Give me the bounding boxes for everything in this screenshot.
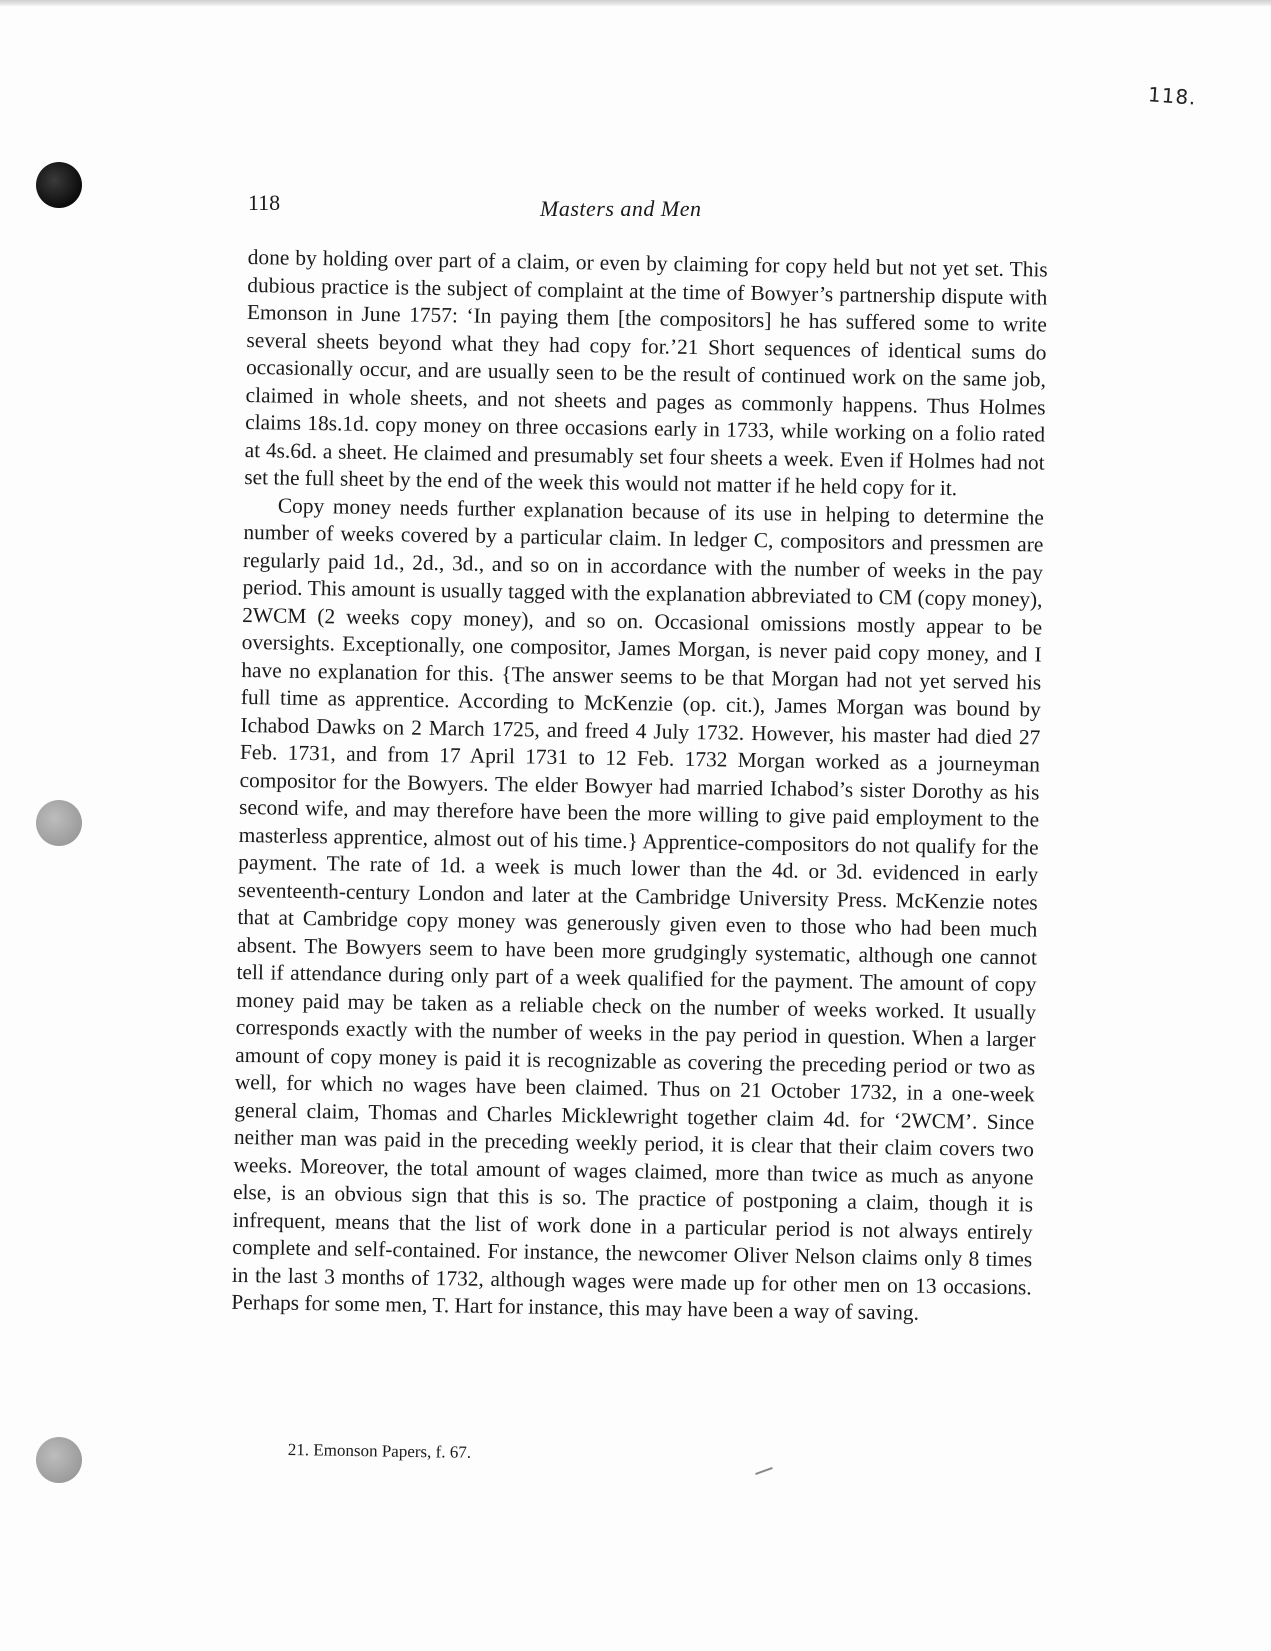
binder-hole-middle [36, 800, 82, 846]
binder-hole-top [36, 162, 82, 208]
paragraph-2: Copy money needs further explanation because of its use in helping to determine the number of weeks covered by a particular claim. In ledger C, compositors and pressmen are regularly paid 1d., 2d., 3d., and so on in accordance with the number of weeks in the pay period. This amount is usually tagged with the explanation abbreviated to CM (copy money), 2WCM (2 weeks copy money), and so on. Occasional omissions mostly appear to be oversights. Exceptionally, one compositor, James Morgan, is never paid copy money, and I have no explanation for this. {The answer seems to be that Morgan had not yet served his full time as apprentice. According to McKenzie (op. cit.), James Morgan was bound by Ichabod Dawks on 2 March 1725, and freed 4 July 1732. However, his master had died 27 Feb. 1731, and from 17 April 1731 to 12 Feb. 1732 Morgan worked as a journeyman compositor for the Bowyers. The elder Bowyer had married Ichabod’s sister Dorothy as his second wife, and may therefore have been the more willing to give paid employment to the masterless apprentice, almost out of his time.} Apprentice-compositors do not qualify for the payment. The rate of 1d. a week is much lower than the 4d. or 3d. evidenced in early seventeenth-century London and later at the Cambridge University Press. McKenzie notes that at Cambridge copy money was generously given even to those who had been much absent. The Bowyers seem to have been more grudgingly systematic, although one cannot tell if attendance during only part of a week qualified for the payment. The amount of copy money paid may be taken as a reliable check on the number of weeks worked. It usually corresponds exactly with the number of weeks in the pay period in question. When a larger amount of copy money is paid it is recognizable as covering the preceding period or two as well, for which no wages have been claimed. Thus on 21 October 1732, in a one-week general claim, Thomas and Charles Micklewright together claim 4d. for ‘2WCM’. Since neither man was paid in the preceding weekly period, it is clear that their claim covers two weeks. Moreover, the total amount of wages claimed, more than twice as much as anyone else, is an obvious sign that this is so. The practice of postponing a claim, though it is infrequent, means that the list of work done in a particular period is not always entirely complete and self-contained. For instance, the newcomer Oliver Nelson claims only 8 times in the last 3 months of 1732, although wages were made up for other men on 13 occasions. Perhaps for some men, T. Hart for instance, this may have been a way of saving. [231, 493, 1044, 1325]
scan-speck [755, 1467, 773, 1475]
body-text [231, 244, 1048, 1329]
binder-hole-bottom [36, 1437, 82, 1483]
page-number: 118 [248, 190, 281, 215]
footnote-21: 21. Emonson Papers, f. 67. [287, 1440, 472, 1462]
scan-top-edge [0, 0, 1271, 6]
paragraph-1: done by holding over part of a claim, or even by claiming for copy held but not yet set. This dubious practice is the subject of complaint at the time of Bowyer’s partnership dispute with Emonson in June 1757: ‘In paying them [the compositors] he has suffered some to write several sheets beyond what they had copy for.’21 Short sequences of identical sums do occasionally occur, and are usually seen to be the result of continued work on the same job, claimed in whole sheets, and not sheets and pages as commonly happens. Thus Holmes claims 18s.1d. copy money on three occasions early in 1733, while working on a folio rated at 4s.6d. a sheet. He claimed and presumably set four sheets a week. Even if Holmes had not set the full sheet by the end of the week this would not matter if he held copy for it. [244, 244, 1048, 501]
running-head: Masters and Men [540, 196, 702, 221]
handwritten-page-number: 118. [1147, 82, 1198, 110]
